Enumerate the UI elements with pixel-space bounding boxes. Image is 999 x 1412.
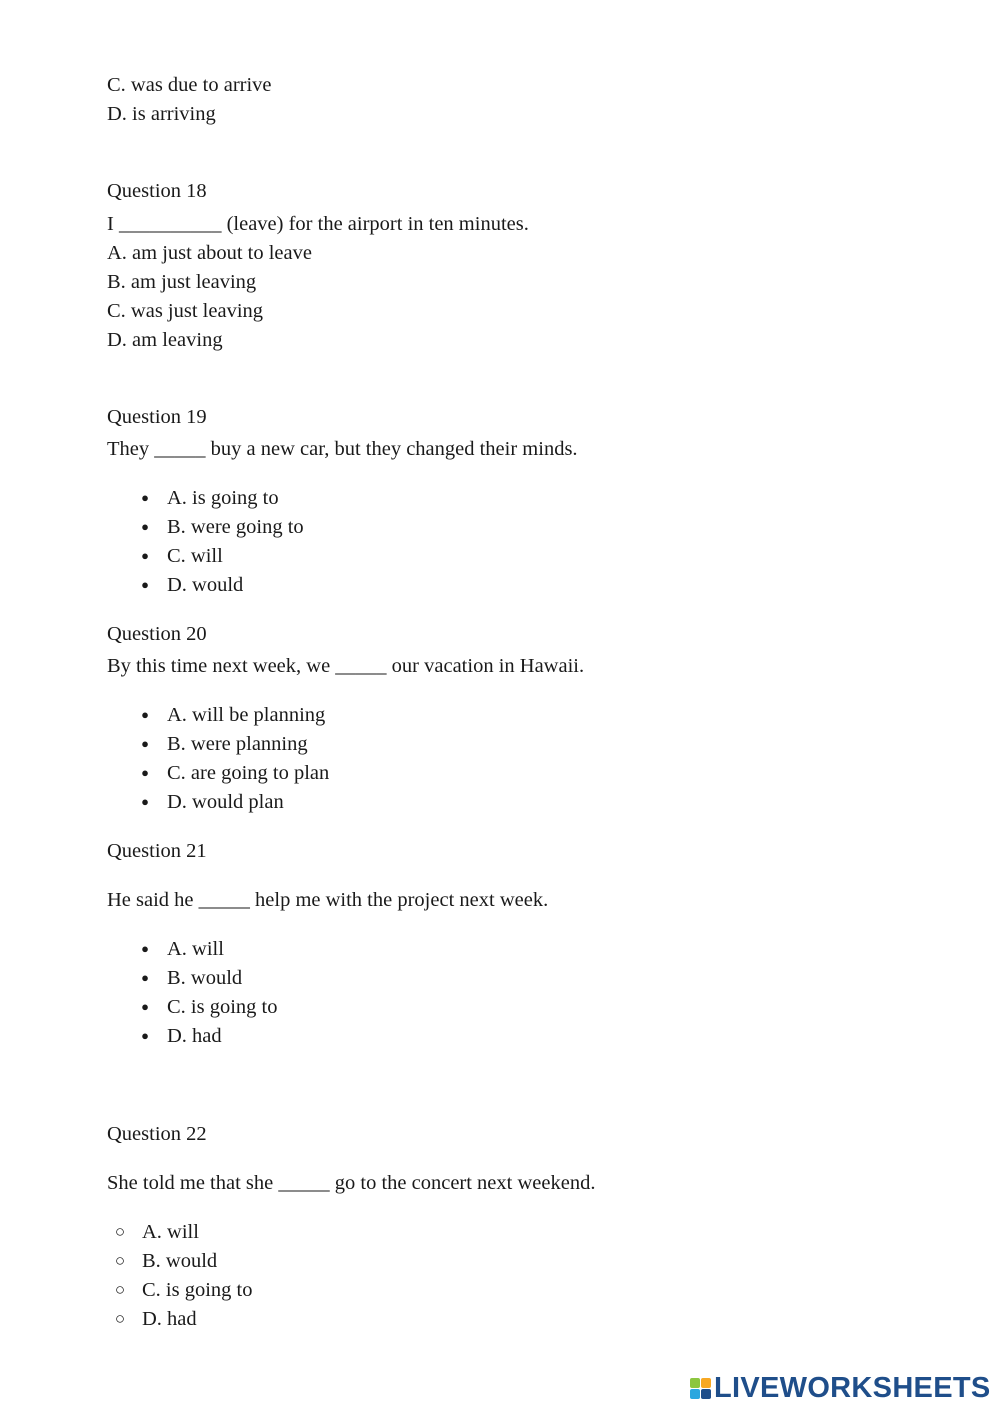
question-19-option-c: C. will — [167, 545, 223, 567]
circle-bullet-icon: ○ — [114, 1280, 126, 1299]
logo-square — [690, 1378, 700, 1388]
liveworksheets-logo-icon — [690, 1378, 711, 1399]
question-19-text: They _____ buy a new car, but they changed their minds. — [107, 438, 578, 460]
question-18-option-a: A. am just about to leave — [107, 242, 312, 264]
circle-bullet-icon: ○ — [114, 1222, 126, 1241]
question-21-text: He said he _____ help me with the project next week. — [107, 889, 549, 911]
bullet-icon: ● — [141, 1028, 149, 1043]
bullet-icon: ● — [141, 970, 149, 985]
question-19-option-a: A. is going to — [167, 487, 279, 509]
circle-bullet-icon: ○ — [114, 1309, 126, 1328]
brand-name: LIVEWORKSHEETS — [714, 1372, 991, 1404]
logo-square — [701, 1378, 711, 1388]
question-20-option-a: A. will be planning — [167, 704, 326, 726]
question-21-option-d: D. had — [167, 1025, 222, 1047]
question-22-option-a: A. will — [142, 1221, 199, 1243]
logo-square — [701, 1389, 711, 1399]
logo-square — [690, 1389, 700, 1399]
liveworksheets-brand[interactable] — [690, 1373, 991, 1403]
bullet-icon: ● — [141, 548, 149, 563]
question-21-option-a: A. will — [167, 938, 224, 960]
prev-option-d: D. is arriving — [107, 103, 216, 125]
question-21-option-c: C. is going to — [167, 996, 278, 1018]
question-18-option-c: C. was just leaving — [107, 300, 264, 322]
bullet-icon: ● — [141, 577, 149, 592]
question-20-option-d: D. would plan — [167, 791, 284, 813]
bullet-icon: ● — [141, 490, 149, 505]
bullet-icon: ● — [141, 941, 149, 956]
question-22-title: Question 22 — [107, 1123, 207, 1145]
question-18-title: Question 18 — [107, 180, 207, 202]
question-22-option-d: D. had — [142, 1308, 197, 1330]
bullet-icon: ● — [141, 736, 149, 751]
question-18-option-b: B. am just leaving — [107, 271, 257, 293]
bullet-icon: ● — [141, 999, 149, 1014]
question-18-text: I __________ (leave) for the airport in ten minutes. — [107, 213, 529, 235]
question-21-option-b: B. would — [167, 967, 243, 989]
question-19-option-d: D. would — [167, 574, 244, 596]
question-20-option-c: C. are going to plan — [167, 762, 330, 784]
question-20-option-b: B. were planning — [167, 733, 308, 755]
bullet-icon: ● — [141, 519, 149, 534]
question-22-option-c: C. is going to — [142, 1279, 253, 1301]
question-18-option-d: D. am leaving — [107, 329, 223, 351]
question-20-title: Question 20 — [107, 623, 207, 645]
question-22-option-b: B. would — [142, 1250, 218, 1272]
question-19-option-b: B. were going to — [167, 516, 304, 538]
question-21-title: Question 21 — [107, 840, 207, 862]
prev-option-c: C. was due to arrive — [107, 74, 272, 96]
bullet-icon: ● — [141, 794, 149, 809]
question-22-text: She told me that she _____ go to the concert next weekend. — [107, 1172, 596, 1194]
bullet-icon: ● — [141, 765, 149, 780]
question-20-text: By this time next week, we _____ our vacation in Hawaii. — [107, 655, 585, 677]
circle-bullet-icon: ○ — [114, 1251, 126, 1270]
question-19-title: Question 19 — [107, 406, 207, 428]
bullet-icon: ● — [141, 707, 149, 722]
